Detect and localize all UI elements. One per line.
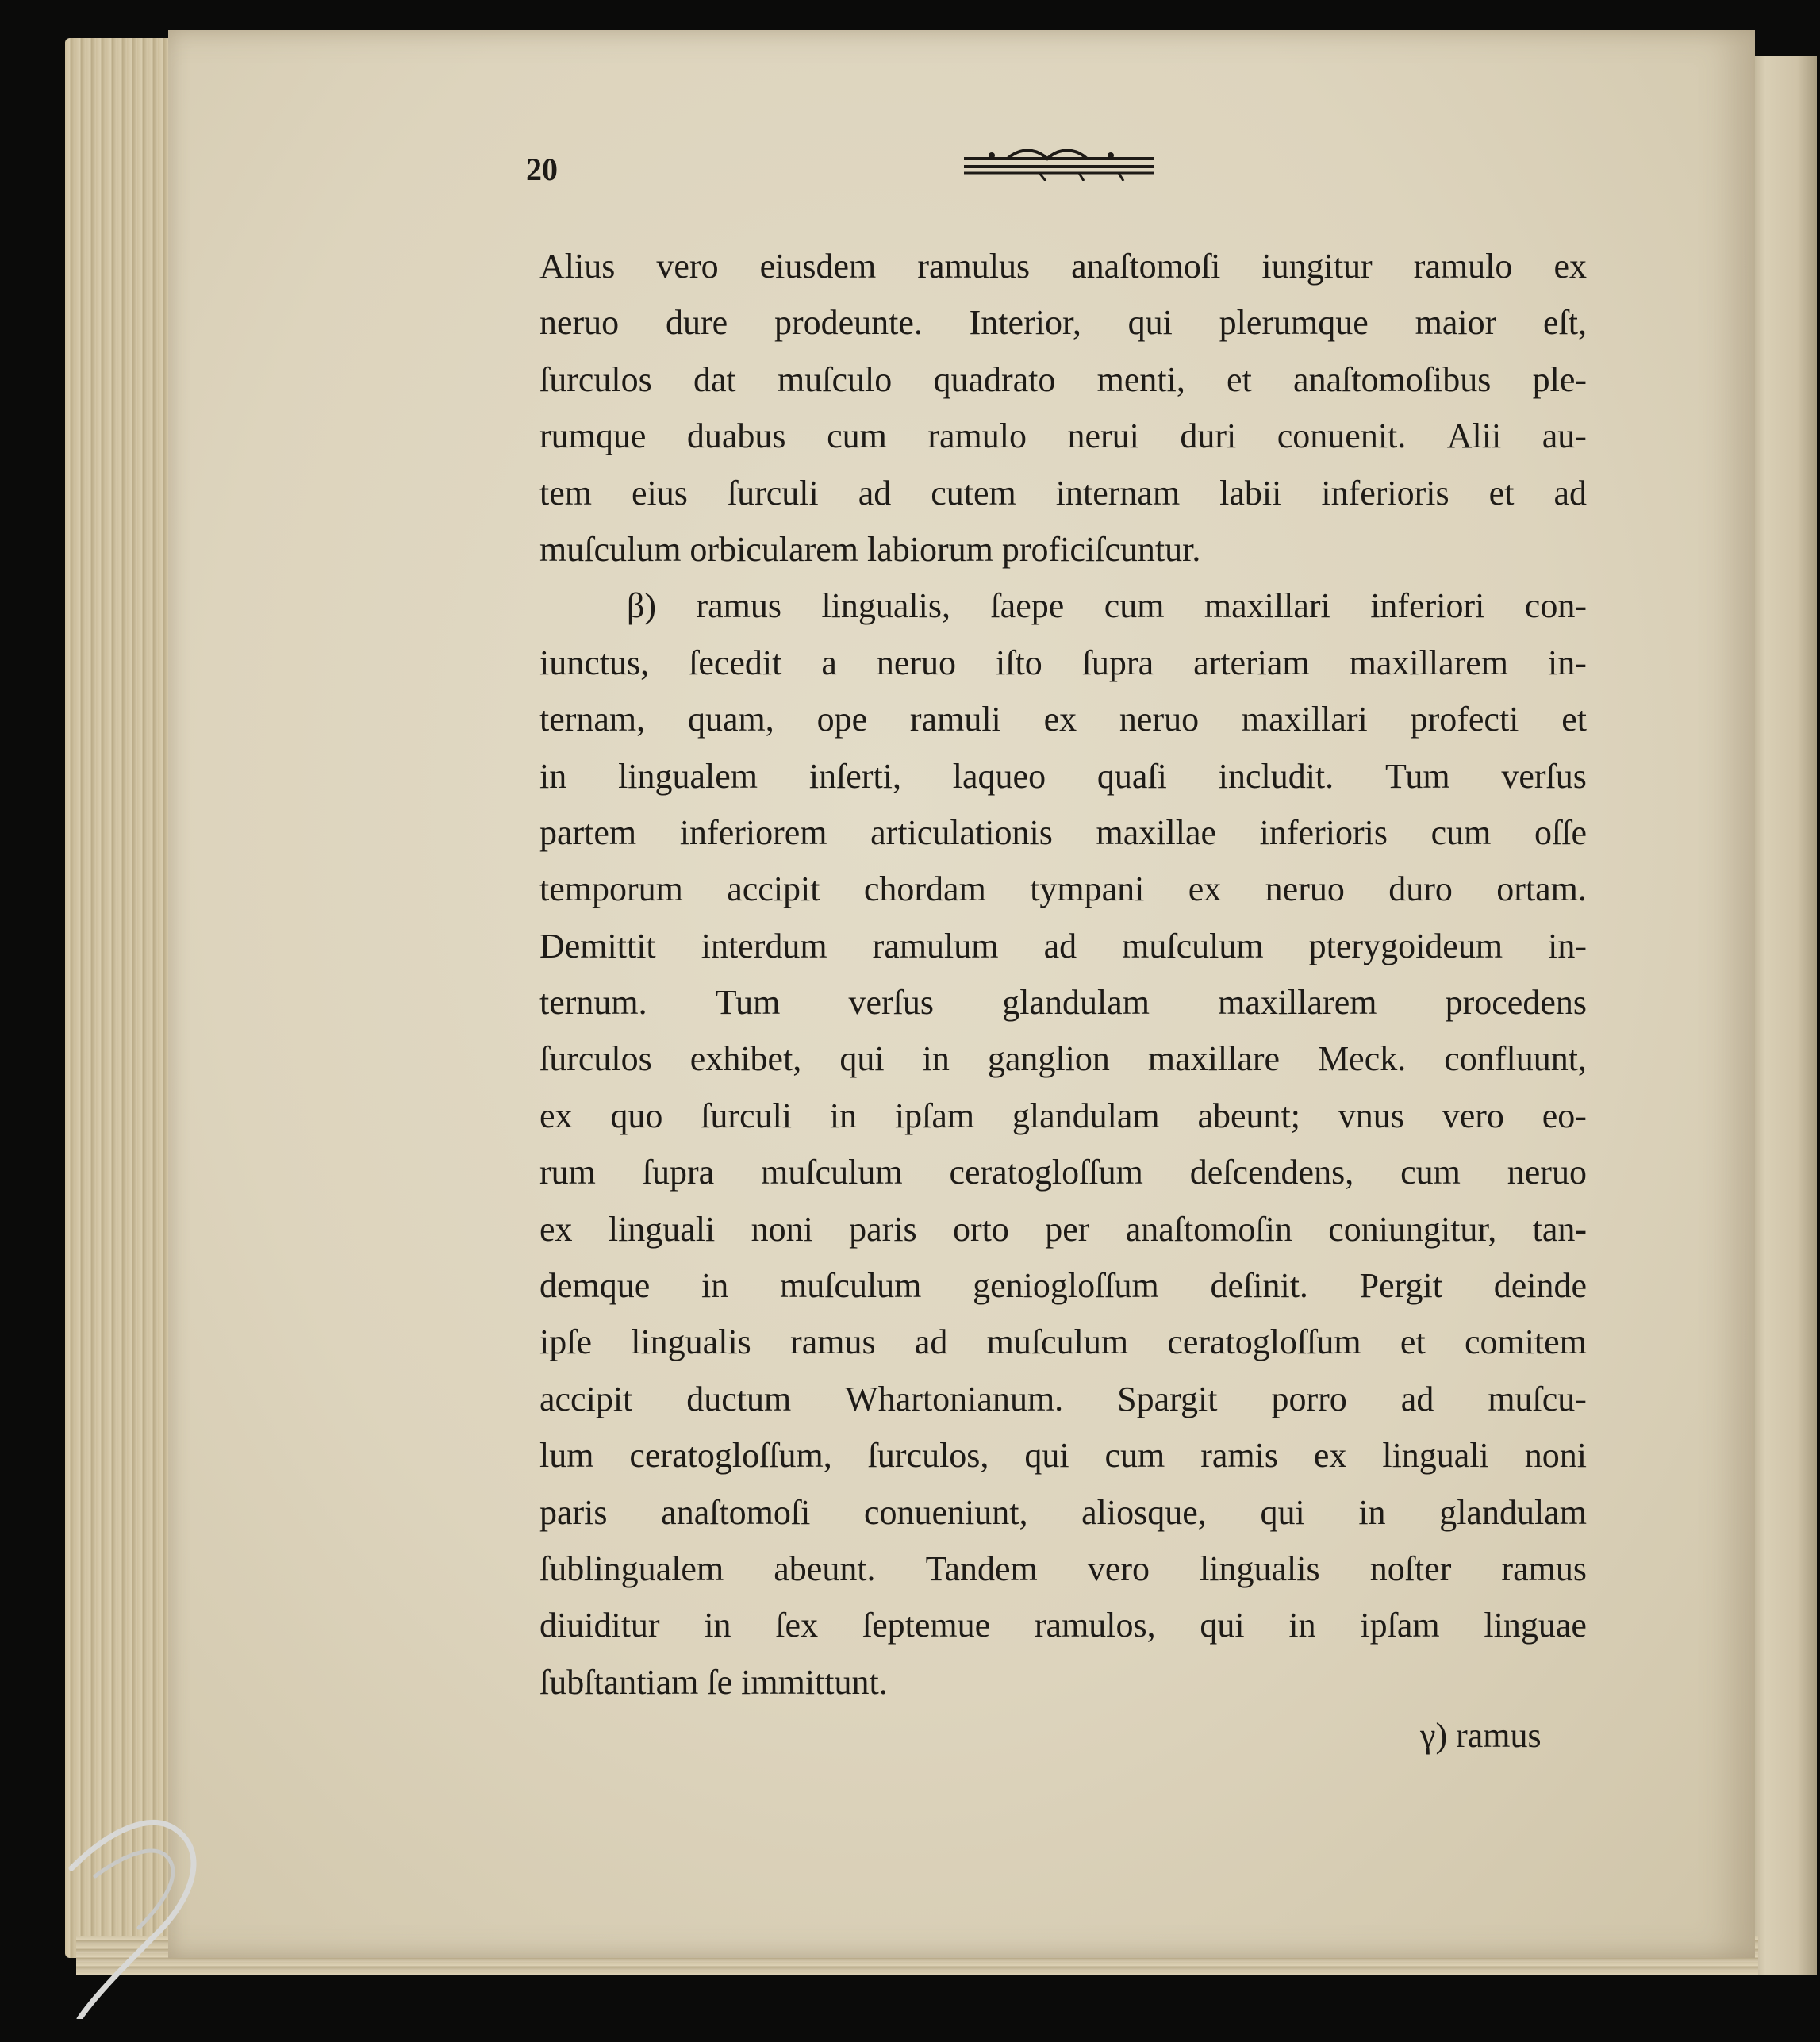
word: inferiori <box>1370 586 1485 626</box>
word: cum <box>827 416 887 456</box>
word: accipit <box>539 1379 633 1418</box>
paper-clip-icon <box>63 1781 230 2019</box>
word: partem <box>539 812 637 852</box>
word: ſurculos <box>539 359 652 399</box>
word: Tandem <box>925 1549 1038 1588</box>
word: muſculum <box>1122 926 1264 965</box>
word: in <box>539 756 567 796</box>
word: et <box>1561 700 1587 739</box>
word: ſex <box>775 1606 819 1645</box>
word: cum <box>1104 1436 1165 1476</box>
word: lingualis <box>631 1322 751 1362</box>
word: inferioris <box>1321 473 1449 512</box>
word: maxillare <box>1147 1039 1281 1079</box>
word: ad <box>858 473 892 512</box>
catchword: γ) ramus <box>1420 1716 1542 1755</box>
word: diuiditur <box>539 1606 660 1645</box>
word: ramulus <box>917 247 1031 286</box>
word: interdum <box>701 926 827 965</box>
word: eius <box>631 473 688 512</box>
word: deſcendens, <box>1189 1153 1354 1192</box>
word: anaſtomoſibus <box>1293 359 1492 399</box>
word: neruo <box>539 303 620 343</box>
word: iungitur <box>1261 247 1373 286</box>
text-line <box>539 918 1587 974</box>
word: glandulam <box>1439 1492 1587 1532</box>
word: Alii <box>1446 416 1502 456</box>
word: ex <box>1188 869 1222 909</box>
word: includit. <box>1218 756 1334 796</box>
word: internam <box>1055 473 1181 512</box>
word: ſaepe <box>990 586 1065 626</box>
word: anaſtomoſi <box>1071 247 1221 286</box>
word: deinde <box>1493 1266 1587 1306</box>
word: muſculum <box>761 1153 903 1192</box>
word: ex <box>1553 247 1587 286</box>
text-line <box>539 465 1587 521</box>
text-line: muſculum orbicularem labiorum proficiſcuntur. <box>539 529 1201 569</box>
word: con- <box>1524 586 1587 626</box>
word: menti, <box>1096 359 1185 399</box>
word: maxillae <box>1096 812 1217 852</box>
word: au- <box>1542 416 1587 456</box>
text-line <box>539 294 1587 351</box>
text-line <box>539 1088 1587 1144</box>
word: maxillari <box>1241 700 1368 739</box>
word: ramulum <box>872 926 999 965</box>
word: lingualis, <box>821 586 951 626</box>
text-line <box>539 974 1587 1031</box>
word: anaſtomoſi <box>661 1492 811 1532</box>
word: ex <box>539 1209 573 1249</box>
word: rum <box>539 1153 596 1192</box>
word: linguali <box>1382 1436 1489 1476</box>
word: Tum <box>715 983 781 1023</box>
word: geniogloſſum <box>973 1266 1159 1306</box>
word: ramus <box>1501 1549 1587 1588</box>
word: maior <box>1415 303 1497 343</box>
word: ceratogloſſum <box>1167 1322 1361 1362</box>
word: laqueo <box>952 756 1046 796</box>
word: vero <box>1442 1096 1504 1135</box>
word: noſter <box>1369 1549 1452 1588</box>
word: ceratogloſſum <box>949 1153 1143 1192</box>
word: quadrato <box>933 359 1056 399</box>
word: ſecedit <box>689 643 782 682</box>
word: plerumque <box>1219 303 1369 343</box>
word: qui <box>1200 1606 1245 1645</box>
word: cum <box>1104 586 1165 626</box>
word: cutem <box>931 473 1016 512</box>
word: ternum. <box>539 983 647 1023</box>
text-line <box>539 1541 1587 1597</box>
word: verſus <box>848 983 935 1023</box>
word: ramulos, <box>1034 1606 1156 1645</box>
word: linguali <box>608 1209 716 1249</box>
word: neruo <box>876 643 957 682</box>
word: in <box>704 1606 731 1645</box>
page-number: 20 <box>526 152 558 187</box>
word: ſurculos, <box>867 1436 989 1476</box>
word: labii <box>1219 473 1282 512</box>
word: et <box>1488 473 1515 512</box>
text-line <box>539 1427 1587 1484</box>
word: cum <box>1430 812 1492 852</box>
word: muſculum <box>986 1322 1129 1362</box>
word: vero <box>1087 1549 1150 1588</box>
word: ipſam <box>1360 1606 1440 1645</box>
word: dure <box>665 303 728 343</box>
word: temporum <box>539 869 683 909</box>
facing-page-edge <box>1749 56 1817 1975</box>
word: neruo <box>1119 700 1200 739</box>
text-line <box>539 861 1587 917</box>
word: vero <box>656 247 719 286</box>
text-line <box>539 1597 1587 1653</box>
word: muſculo <box>778 359 893 399</box>
word: abeunt. <box>774 1549 876 1588</box>
word: neruo <box>1507 1153 1587 1192</box>
word: ramulo <box>927 416 1027 456</box>
word: neruo <box>1265 869 1345 909</box>
word: inferioris <box>1259 812 1388 852</box>
word: anaſtomoſin <box>1125 1209 1292 1249</box>
word: pterygoideum <box>1308 926 1503 965</box>
text-line <box>539 1144 1587 1200</box>
word: lingualem <box>618 756 758 796</box>
word: tympani <box>1030 869 1145 909</box>
word: noni <box>1524 1436 1587 1476</box>
word: ramulo <box>1413 247 1513 286</box>
word: ramus <box>696 586 782 626</box>
word: oſſe <box>1534 812 1587 852</box>
word: ramus <box>790 1322 876 1362</box>
word: conueniunt, <box>864 1492 1028 1532</box>
word: duro <box>1388 869 1453 909</box>
word: Whartonianum. <box>845 1379 1064 1418</box>
word: in <box>1358 1492 1386 1532</box>
word: et <box>1227 359 1252 399</box>
word: ganglion <box>987 1039 1110 1079</box>
word: glandulam <box>1012 1096 1160 1135</box>
word: in <box>701 1266 729 1306</box>
word: muſculum <box>779 1266 922 1306</box>
word: Demittit <box>539 926 656 965</box>
word: ex <box>539 1096 573 1135</box>
word: nerui <box>1067 416 1139 456</box>
word: ad <box>914 1322 948 1362</box>
word: in- <box>1548 643 1587 682</box>
word: Interior, <box>969 303 1081 343</box>
word: ſeptemue <box>862 1606 991 1645</box>
word: arteriam <box>1193 643 1310 682</box>
text-line <box>539 691 1587 747</box>
word: porro <box>1271 1379 1347 1418</box>
word: ad <box>1553 473 1587 512</box>
word: ternam, <box>539 700 646 739</box>
word: qui <box>1260 1492 1305 1532</box>
word: ipſe <box>539 1322 592 1362</box>
word: ductum <box>686 1379 792 1418</box>
word: lum <box>539 1436 594 1476</box>
word: demque <box>539 1266 651 1306</box>
word: in <box>1288 1606 1316 1645</box>
word: profecti <box>1410 700 1519 739</box>
word: linguae <box>1484 1606 1587 1645</box>
printer-ornament-icon <box>960 149 1158 181</box>
word: chordam <box>863 869 986 909</box>
text-line <box>539 748 1587 804</box>
word: coniungitur, <box>1328 1209 1497 1249</box>
word: inferiorem <box>679 812 827 852</box>
word: paris <box>849 1209 917 1249</box>
word: et <box>1400 1322 1426 1362</box>
word: vnus <box>1338 1096 1404 1135</box>
word: ceratogloſſum, <box>629 1436 832 1476</box>
word: tan- <box>1532 1209 1587 1249</box>
word: lingualis <box>1200 1549 1320 1588</box>
word: in <box>829 1096 858 1135</box>
word: ex <box>1043 700 1077 739</box>
word: comitem <box>1464 1322 1587 1362</box>
word: in- <box>1548 926 1587 965</box>
word: qui <box>1127 303 1173 343</box>
word: exhibet, <box>689 1039 802 1079</box>
word: noni <box>751 1209 813 1249</box>
text-line <box>539 1201 1587 1257</box>
word: procedens <box>1445 983 1587 1023</box>
word: in <box>922 1039 950 1079</box>
word: qui <box>1024 1436 1069 1476</box>
word: ſupra <box>1081 643 1154 682</box>
word: ramis <box>1200 1436 1278 1476</box>
word: articulationis <box>870 812 1053 852</box>
word: muſcu- <box>1488 1379 1587 1418</box>
word: eſt, <box>1543 303 1587 343</box>
word: ſurculi <box>701 1096 793 1135</box>
word: ramuli <box>909 700 1001 739</box>
word: iſto <box>996 643 1042 682</box>
text-line <box>539 408 1587 464</box>
word: quo <box>610 1096 663 1135</box>
word: rumque <box>539 416 647 456</box>
word: maxillarem <box>1218 983 1377 1023</box>
word: ſublingualem <box>539 1549 724 1588</box>
text-line <box>539 635 1587 691</box>
word: ex <box>1313 1436 1347 1476</box>
text-line <box>539 238 1587 294</box>
word: paris <box>539 1492 608 1532</box>
word: iunctus, <box>539 643 650 682</box>
word: Alius <box>539 247 616 286</box>
word: maxillarem <box>1349 643 1509 682</box>
word: Tum <box>1384 756 1450 796</box>
word: ad <box>1043 926 1077 965</box>
word: ple- <box>1532 359 1587 399</box>
word: Pergit <box>1359 1266 1442 1306</box>
word: ope <box>816 700 868 739</box>
text-line: ſubſtantiam ſe immittunt. <box>539 1662 888 1702</box>
word: ſurculos <box>539 1039 652 1079</box>
word: verſus <box>1501 756 1587 796</box>
word: Meck. <box>1318 1039 1407 1079</box>
word: maxillari <box>1204 586 1330 626</box>
word: aliosque, <box>1081 1492 1207 1532</box>
word: confluunt, <box>1444 1039 1587 1079</box>
word: β) <box>627 586 657 626</box>
word: qui <box>839 1039 885 1079</box>
word: ad <box>1400 1379 1434 1418</box>
text-line <box>539 1314 1587 1370</box>
word: glandulam <box>1002 983 1150 1023</box>
word: abeunt; <box>1197 1096 1300 1135</box>
word: conuenit. <box>1277 416 1407 456</box>
word: prodeunte. <box>774 303 923 343</box>
text-line <box>539 351 1587 408</box>
word: ipſam <box>894 1096 975 1135</box>
word: per <box>1045 1209 1090 1249</box>
word: quam, <box>687 700 774 739</box>
word: cum <box>1400 1153 1461 1192</box>
word: duri <box>1180 416 1237 456</box>
word: dat <box>693 359 736 399</box>
word: orto <box>952 1209 1009 1249</box>
word: accipit <box>727 869 820 909</box>
word: ſurculi <box>727 473 819 512</box>
word: Spargit <box>1117 1379 1218 1418</box>
text-line <box>539 1371 1587 1427</box>
word: eo- <box>1542 1096 1587 1135</box>
text-line <box>539 1257 1587 1314</box>
word: a <box>821 643 837 682</box>
word: eiusdem <box>759 247 877 286</box>
text-line <box>539 578 1587 634</box>
text-line <box>539 1031 1587 1087</box>
text-line <box>539 1484 1587 1541</box>
word: duabus <box>686 416 786 456</box>
word: ortam. <box>1496 869 1587 909</box>
word: quaſi <box>1096 756 1167 796</box>
word: deſinit. <box>1210 1266 1308 1306</box>
text-line <box>539 804 1587 861</box>
word: tem <box>539 473 592 512</box>
word: inſerti, <box>808 756 901 796</box>
body-text <box>539 238 1587 1710</box>
word: ſupra <box>642 1153 715 1192</box>
